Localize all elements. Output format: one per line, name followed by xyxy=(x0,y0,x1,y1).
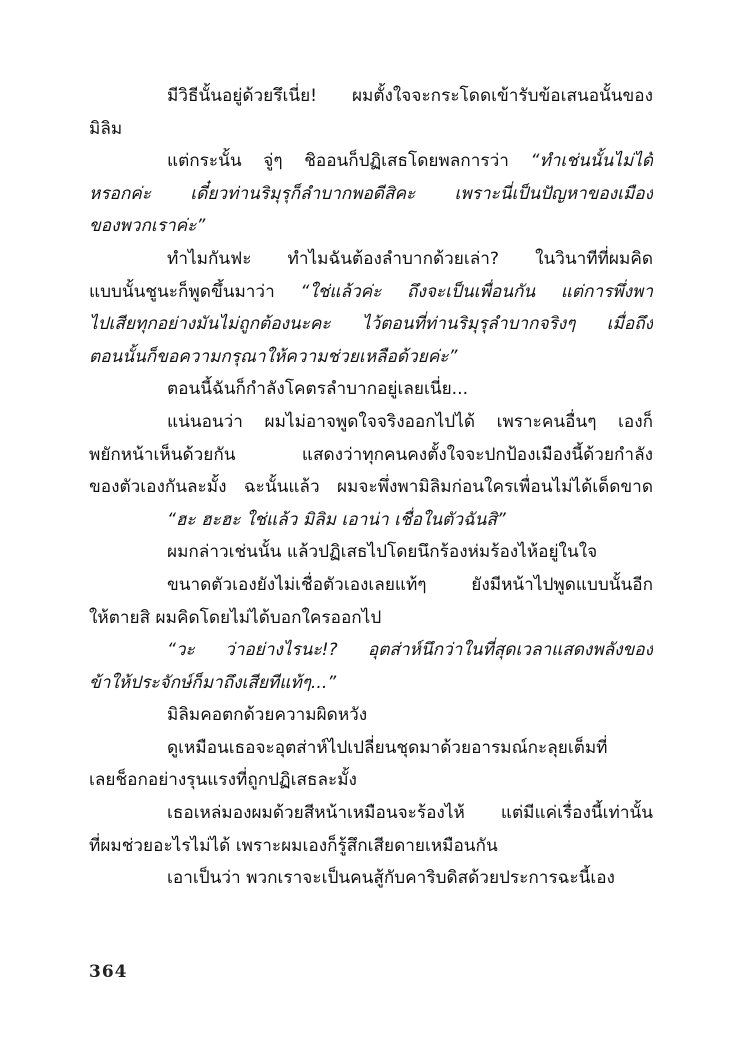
dialogue-run: “วะ ว่าอย่างไรนะ!? อุตส่าห์นึกว่าในที่สุดเวลาแสดงพลังของ xyxy=(167,640,653,661)
text-line xyxy=(89,178,653,211)
text-line xyxy=(89,634,653,667)
text-line xyxy=(89,243,653,276)
text-run: ให้ตายสิ ผมคิดโดยไม่ได้บอกใครออกไป xyxy=(89,607,382,628)
text-line xyxy=(89,797,653,830)
text-run: มิลิม xyxy=(89,118,123,139)
text-run: แบบนั้นชูนะก็พูดขึ้นมาว่า xyxy=(89,281,301,302)
dialogue-run: “ใช่แล้วค่ะ ถึงจะเป็นเพื่อนกัน แต่การพึ่งพา xyxy=(300,281,653,302)
text-line xyxy=(89,504,653,537)
text-line xyxy=(89,732,653,765)
page-number: 364 xyxy=(89,962,128,982)
text-line xyxy=(89,764,653,797)
text-line xyxy=(89,308,653,341)
text-line xyxy=(89,439,653,472)
dialogue-run: หรอกค่ะ เดี๋ยวท่านริมุรุก็ลำบากพอดีสิคะ เพราะนี่เป็นปัญหาของเมือง xyxy=(89,183,653,204)
text-run: มีวิธีนั้นอยู่ด้วยรึเนี่ย! ผมตั้งใจจะกระโดดเข้ารับข้อเสนอนั้นของ xyxy=(167,86,653,106)
text-line xyxy=(89,113,653,146)
text-line xyxy=(89,145,653,178)
text-line xyxy=(89,536,653,569)
text-run: เธอเหล่มองผมด้วยสีหน้าเหมือนจะร้องไห้ แต่มีแค่เรื่องนี้เท่านั้น xyxy=(167,803,653,824)
text-line xyxy=(89,830,653,863)
text-run: แต่กระนั้น จู่ๆ ชิออนก็ปฏิเสธโดยพลการว่า xyxy=(167,151,531,172)
text-line xyxy=(89,569,653,602)
text-line xyxy=(89,80,653,113)
dialogue-run: ข้าให้ประจักษ์ก็มาถึงเสียทีแท้ๆ...” xyxy=(89,672,337,693)
text-run: ดูเหมือนเธอจะอุตส่าห์ไปเปลี่ยนชุดมาด้วยอารมณ์กะลุยเต็มที่ xyxy=(167,737,608,758)
text-line xyxy=(89,210,653,243)
text-line xyxy=(89,471,653,504)
text-run: เอาเป็นว่า พวกเราจะเป็นคนสู้กับคาริบดิสด้วยประการฉะนี้เอง xyxy=(167,868,615,889)
text-run: เลยช็อกอย่างรุนแรงที่ถูกปฏิเสธละมั้ง xyxy=(89,770,357,791)
text-line xyxy=(89,373,653,406)
text-run: แน่นอนว่า ผมไม่อาจพูดใจจริงออกไปได้ เพราะคนอื่นๆ เองก็ xyxy=(167,411,653,432)
text-run: ของตัวเองกันละมั้ง ฉะนั้นแล้ว ผมจะพึ่งพามิลิมก่อนใครเพื่อนไม่ได้เด็ดขาด xyxy=(89,477,653,498)
dialogue-run: ตอนนั้นก็ขอความกรุณาให้ความช่วยเหลือด้วยค่ะ” xyxy=(89,346,458,367)
text-line xyxy=(89,406,653,439)
body-text xyxy=(89,80,653,895)
dialogue-run: ของพวกเราค่ะ” xyxy=(89,216,206,237)
text-line xyxy=(89,276,653,309)
text-line xyxy=(89,602,653,635)
text-run: ตอนนี้ฉันก็กำลังโคตรลำบากอยู่เลยเนี่ย... xyxy=(167,379,469,400)
text-line xyxy=(89,341,653,374)
dialogue-run: “ฮะ ฮะฮะ ใช่แล้ว มิลิม เอาน่า เชื่อในตัวฉันสิ” xyxy=(167,509,506,530)
text-run: ขนาดตัวเองยังไม่เชื่อตัวเองเลยแท้ๆ ยังมีหน้าไปพูดแบบนั้นอีก xyxy=(167,574,653,595)
text-run: มิลิมคอตกด้วยความผิดหวัง xyxy=(167,705,368,726)
text-line xyxy=(89,667,653,700)
text-line xyxy=(89,862,653,895)
text-run: ที่ผมช่วยอะไรไม่ได้ เพราะผมเองก็รู้สึกเสียดายเหมือนกัน xyxy=(89,835,498,856)
text-run: ผมกล่าวเช่นนั้น แล้วปฏิเสธไปโดยนึกร้องห่มร้องไห้อยู่ในใจ xyxy=(167,542,598,563)
text-run: ทำไมกันฟะ ทำไมฉันต้องลำบากด้วยเล่า? ในวินาทีที่ผมคิด xyxy=(167,248,653,269)
dialogue-run: “ทำเช่นนั้นไม่ได้ xyxy=(530,151,653,172)
text-line xyxy=(89,699,653,732)
dialogue-run: ไปเสียทุกอย่างมันไม่ถูกต้องนะคะ ไว้ตอนที่ท่านริมุรุลำบากจริงๆ เมื่อถึง xyxy=(89,314,653,335)
text-run: พยักหน้าเห็นด้วยกัน แสดงว่าทุกคนคงตั้งใจจะปกป้องเมืองนี้ด้วยกำลัง xyxy=(89,444,653,465)
